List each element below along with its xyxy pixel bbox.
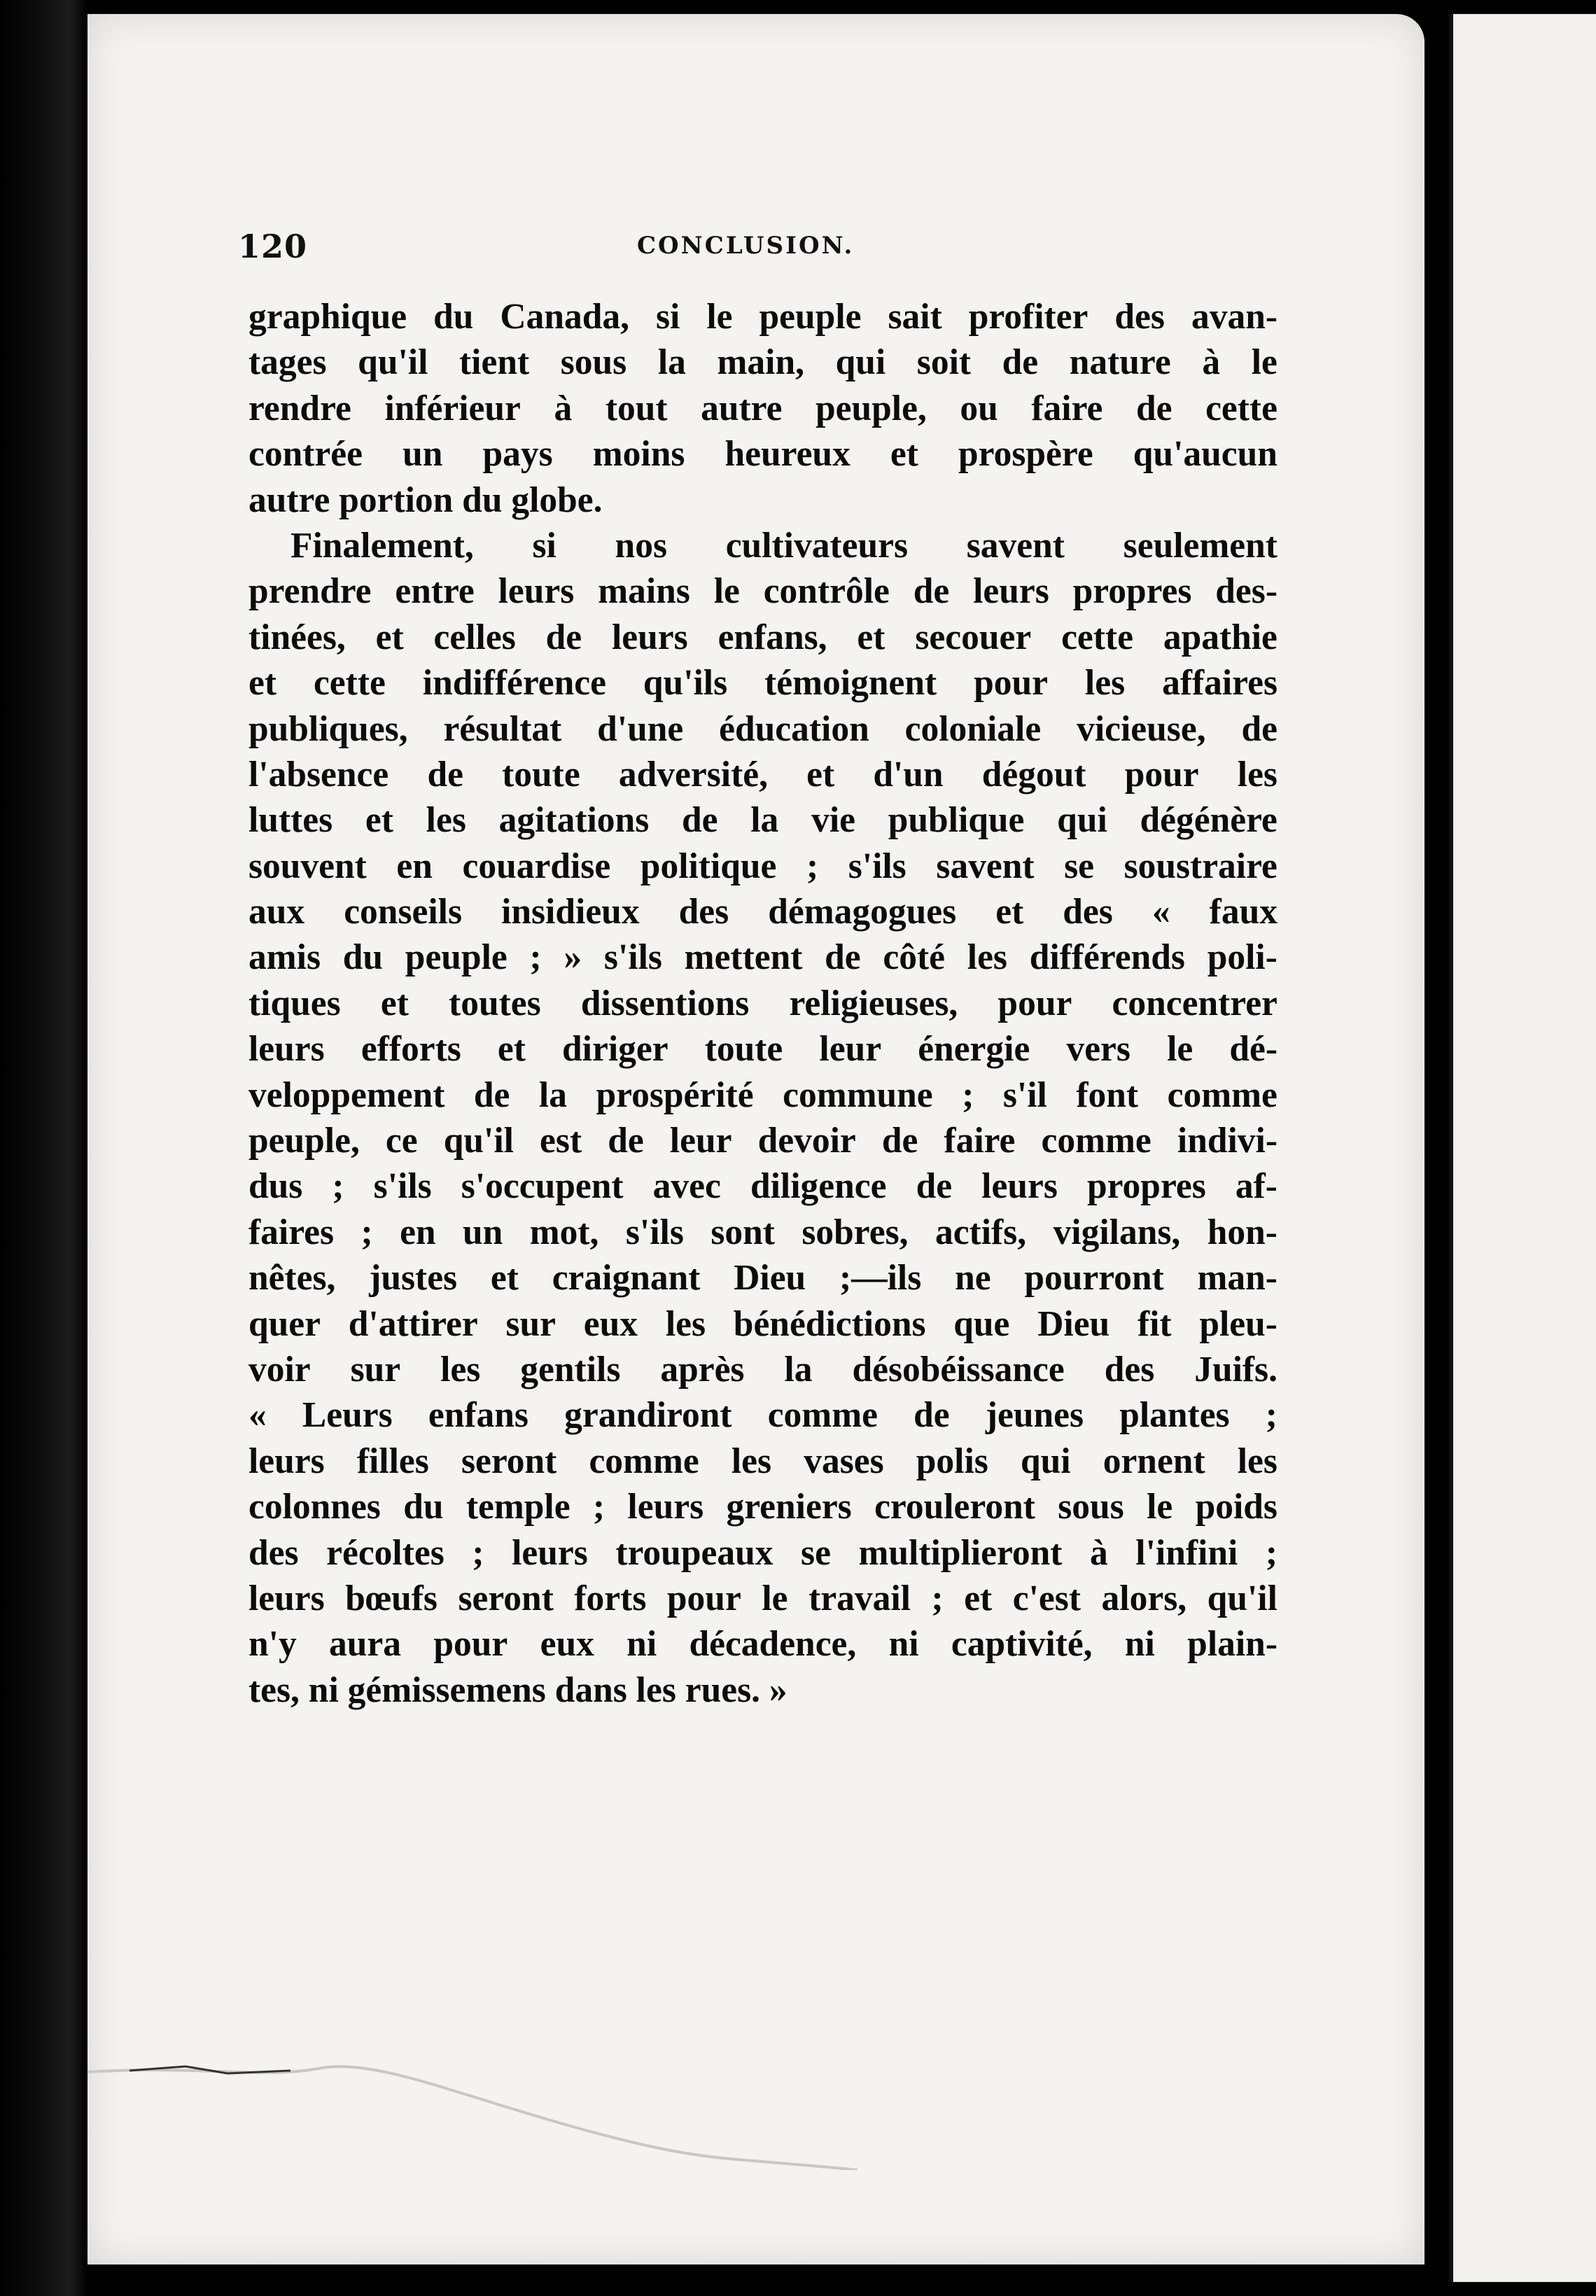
text-line: dus ; s'ils s'occupent avec diligence de leurs propres af- [248,1166,1278,1207]
text-line: l'absence de toute adversité, et d'un dégout pour les [248,754,1278,794]
text-line: voir sur les gentils après la désobéissance des Juifs. [248,1349,1278,1390]
text-line: souvent en couardise politique ; s'ils savent se soustraire [248,846,1278,886]
text-line: n'y aura pour eux ni décadence, ni captivité, ni plain- [248,1624,1278,1665]
text-line: colonnes du temple ; leurs greniers crouleront sous le poids [248,1487,1278,1527]
text-line: tages qu'il tient sous la main, qui soit de nature à le [248,342,1278,383]
text-line: rendre inférieur à tout autre peuple, ou faire de cette [248,388,1278,428]
text-line: faires ; en un mot, s'ils sont sobres, actifs, vigilans, hon- [248,1212,1278,1252]
text-line: autre portion du globe. [248,479,603,520]
text-line: graphique du Canada, si le peuple sait profiter des avan- [248,297,1278,337]
text-line: nêtes, justes et craignant Dieu ;—ils ne pourront man- [248,1258,1278,1298]
text-line: leurs efforts et diriger toute leur énergie vers le dé- [248,1029,1278,1070]
text-line: peuple, ce qu'il est de leur devoir de faire comme indivi- [248,1121,1278,1161]
text-line: quer d'attirer sur eux les bénédictions que Dieu fit pleu- [248,1303,1278,1344]
text-line: amis du peuple ; » s'ils mettent de côté les différends poli- [248,937,1278,978]
text-line: Finalement, si nos cultivateurs savent seulement [290,525,1278,566]
text-line: contrée un pays moins heureux et prospère qu'aucun [248,434,1278,475]
text-line: « Leurs enfans grandiront comme de jeunes plantes ; [248,1395,1278,1436]
text-line: tiques et toutes dissentions religieuses, pour concentrer [248,983,1278,1023]
facing-page-edge [1449,14,1596,2282]
book-spine-edge [0,0,88,2296]
text-line: tinées, et celles de leurs enfans, et secouer cette apathie [248,617,1278,657]
text-line: leurs bœufs seront forts pour le travail ; et c'est alors, qu'il [248,1578,1278,1618]
text-line: des récoltes ; leurs troupeaux se multiplieront à l'infini ; [248,1532,1278,1573]
text-line: veloppement de la prospérité commune ; s'il font comme [248,1074,1278,1115]
text-line: aux conseils insidieux des démagogues et des « faux [248,892,1278,932]
body-text [248,294,1278,1713]
text-line: tes, ni gémissemens dans les rues. » [248,1670,788,1710]
running-head [238,227,1288,270]
text-line: publiques, résultat d'une éducation coloniale vicieuse, de [248,708,1278,749]
text-line: et cette indifférence qu'ils témoignent pour les affaires [248,663,1278,704]
text-line: leurs filles seront comme les vases polis qui ornent les [248,1441,1278,1481]
running-title: CONCLUSION. [637,232,855,260]
text-line: luttes et les agitations de la vie publique qui dégénère [248,800,1278,841]
page-number: 120 [238,227,308,265]
page-tear-mark [88,1988,1424,2170]
text-line: prendre entre leurs mains le contrôle de leurs propres des- [248,571,1278,612]
